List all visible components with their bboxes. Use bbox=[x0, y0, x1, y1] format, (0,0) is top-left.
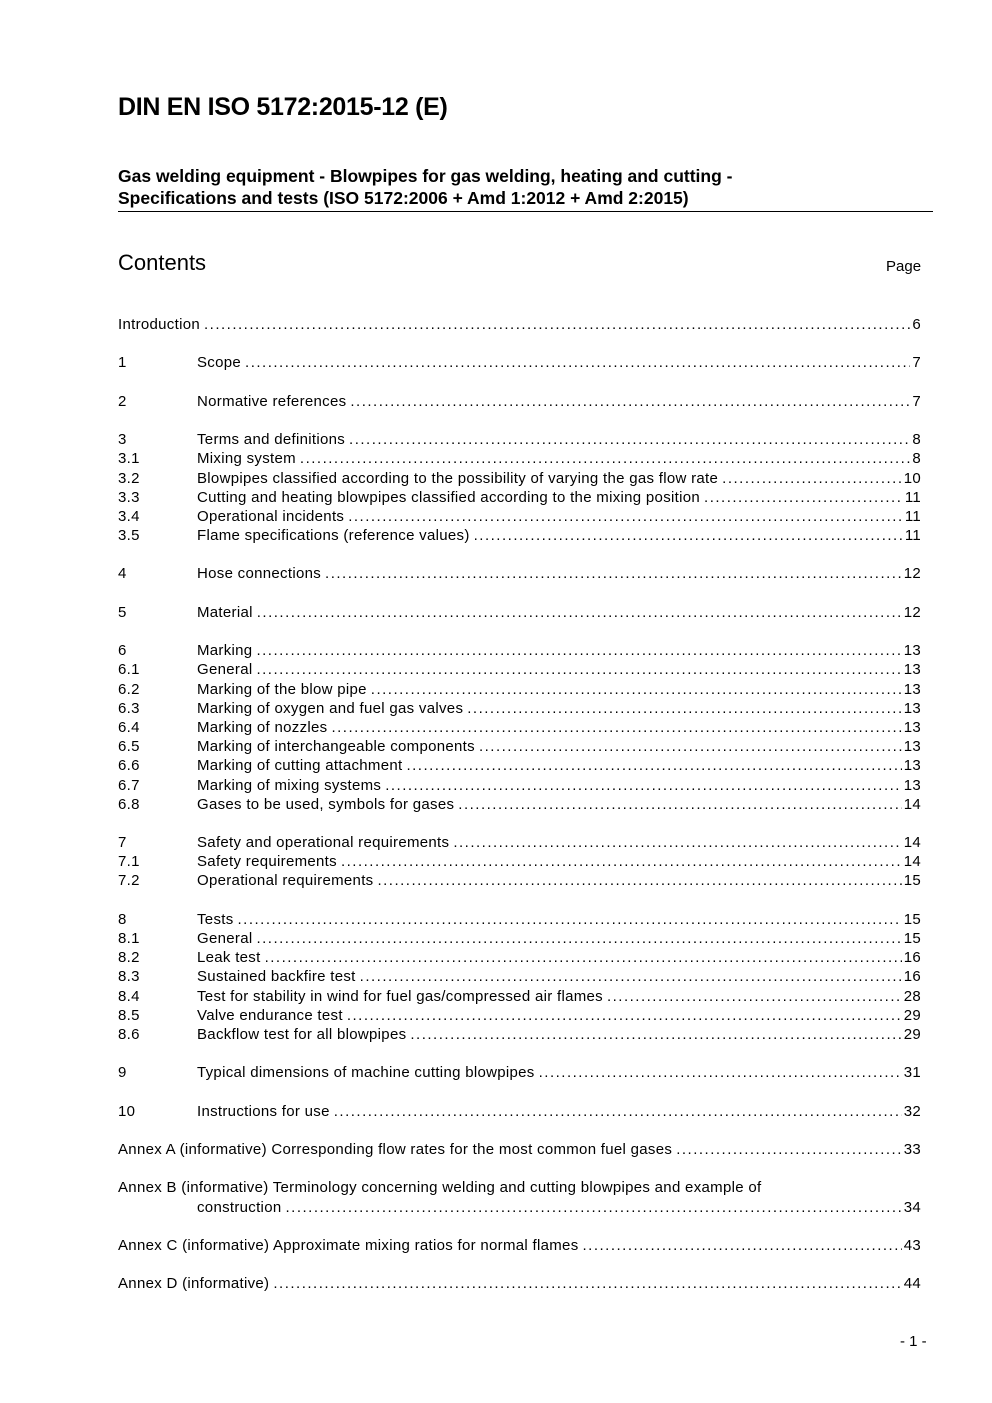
subtitle-line-2: Specifications and tests (ISO 5172:2006 + Amd 1:2012 + Amd 2:2015) bbox=[118, 188, 689, 208]
toc-entry-title: Annex C (informative) Approximate mixing ratios for normal flames bbox=[118, 1237, 579, 1254]
toc-entry[interactable] bbox=[118, 1236, 921, 1255]
toc-dot-leader bbox=[722, 469, 902, 488]
toc-dot-leader bbox=[300, 449, 910, 468]
toc-dot-leader bbox=[458, 795, 901, 814]
toc-entry[interactable] bbox=[118, 1063, 921, 1082]
toc-entry-number: 6.1 bbox=[118, 661, 140, 679]
toc-entry[interactable] bbox=[118, 564, 921, 583]
toc-entry[interactable] bbox=[118, 1178, 921, 1197]
toc-entry-page: 33 bbox=[903, 1141, 921, 1159]
toc-entry[interactable] bbox=[118, 1198, 921, 1217]
toc-entry-number: 10 bbox=[118, 1102, 136, 1120]
toc-entry[interactable] bbox=[118, 430, 921, 449]
toc-entry-page: 8 bbox=[912, 450, 921, 468]
toc-entry-number: 6.3 bbox=[118, 699, 140, 717]
toc-dot-leader bbox=[285, 1198, 901, 1217]
contents-heading: Contents bbox=[118, 250, 207, 275]
toc-entry-page: 14 bbox=[903, 853, 921, 871]
toc-entry-title: Blowpipes classified according to the possibility of varying the gas flow rate bbox=[197, 469, 719, 487]
toc-entry[interactable] bbox=[118, 315, 921, 334]
toc-entry-page: 14 bbox=[903, 834, 921, 852]
toc-entry-page: 28 bbox=[903, 987, 921, 1005]
toc-dot-leader bbox=[256, 641, 901, 660]
toc-entry-title: General bbox=[197, 661, 253, 679]
toc-entry[interactable] bbox=[118, 756, 921, 775]
toc-entry-title: Marking bbox=[197, 642, 253, 660]
toc-entry-title: Marking of the blow pipe bbox=[197, 680, 367, 698]
toc-entry-number: 9 bbox=[118, 1064, 127, 1082]
toc-entry-page: 7 bbox=[912, 392, 921, 410]
toc-entry-title: Safety and operational requirements bbox=[197, 834, 450, 852]
toc-entry-title: Flame specifications (reference values) bbox=[197, 527, 470, 545]
toc-entry-number: 8.5 bbox=[118, 1006, 140, 1024]
toc-dot-leader bbox=[348, 507, 903, 526]
toc-entry-number: 6.6 bbox=[118, 757, 140, 775]
toc-entry-page: 15 bbox=[903, 872, 921, 890]
toc-entry-number: 7.2 bbox=[118, 872, 140, 890]
toc-entry[interactable] bbox=[118, 699, 921, 718]
toc-entry[interactable] bbox=[118, 1274, 921, 1293]
toc-entry-page: 31 bbox=[903, 1064, 921, 1082]
toc-entry-page: 10 bbox=[903, 469, 921, 487]
toc-entry-title: Material bbox=[197, 603, 253, 621]
toc-entry[interactable] bbox=[118, 526, 921, 545]
toc-entry-title: Typical dimensions of machine cutting blowpipes bbox=[197, 1064, 535, 1082]
toc-entry[interactable] bbox=[118, 776, 921, 795]
toc-entry-page: 13 bbox=[903, 642, 921, 660]
toc-entry-title: Annex B (informative) Terminology concerning welding and cutting blowpipes and example of bbox=[118, 1179, 762, 1197]
toc-dot-leader bbox=[325, 564, 902, 583]
toc-entry-number: 8 bbox=[118, 910, 127, 928]
toc-entry-title: Operational requirements bbox=[197, 872, 374, 890]
toc-entry-number: 6.8 bbox=[118, 795, 140, 813]
toc-entry-page: 13 bbox=[903, 776, 921, 794]
toc-entry-page: 11 bbox=[904, 507, 921, 525]
toc-entry-number: 8.2 bbox=[118, 949, 140, 967]
toc-entry-title: Leak test bbox=[197, 949, 261, 967]
toc-entry-title: Marking of nozzles bbox=[197, 718, 328, 736]
toc-entry[interactable] bbox=[118, 1006, 921, 1025]
toc-entry[interactable] bbox=[118, 795, 921, 814]
toc-dot-leader bbox=[371, 680, 902, 699]
toc-entry[interactable] bbox=[118, 660, 921, 679]
toc-entry[interactable] bbox=[118, 967, 921, 986]
toc-entry[interactable] bbox=[118, 1140, 921, 1159]
toc-entry-number: 2 bbox=[118, 392, 127, 410]
toc-entry-title: Marking of interchangeable components bbox=[197, 738, 475, 756]
toc-entry[interactable] bbox=[118, 469, 921, 488]
toc-entry-title: Instructions for use bbox=[197, 1102, 330, 1120]
toc-dot-leader bbox=[676, 1140, 902, 1159]
toc-entry-page: 13 bbox=[903, 718, 921, 736]
toc-entry[interactable] bbox=[118, 680, 921, 699]
toc-entry-title: Marking of mixing systems bbox=[197, 776, 382, 794]
toc-entry[interactable] bbox=[118, 833, 921, 852]
toc-entry-page: 15 bbox=[903, 930, 921, 947]
toc-entry-title: General bbox=[197, 930, 253, 947]
toc-dot-leader bbox=[474, 526, 903, 545]
toc-entry-number: 6.4 bbox=[118, 718, 140, 736]
toc-entry[interactable] bbox=[118, 353, 921, 372]
toc-dot-leader bbox=[265, 948, 902, 967]
toc-entry-number: 4 bbox=[118, 565, 127, 583]
toc-entry-page: 44 bbox=[903, 1275, 921, 1293]
toc-entry-number: 3 bbox=[118, 431, 127, 449]
toc-entry-title: Sustained backfire test bbox=[197, 968, 356, 986]
document-subtitle bbox=[118, 165, 933, 212]
toc-entry-number: 3.3 bbox=[118, 488, 140, 506]
toc-entry-number: 6.5 bbox=[118, 738, 140, 756]
toc-dot-leader bbox=[583, 1236, 902, 1255]
toc-entry[interactable] bbox=[118, 871, 921, 890]
subtitle-line-1: Gas welding equipment - Blowpipes for gas welding, heating and cutting - bbox=[118, 166, 733, 186]
toc-entry[interactable] bbox=[118, 987, 921, 1006]
toc-entry[interactable] bbox=[118, 852, 921, 871]
toc-entry-page: 29 bbox=[903, 1025, 921, 1043]
toc-entry-page: 15 bbox=[903, 910, 921, 928]
toc-entry-page: 16 bbox=[903, 949, 921, 967]
toc-entry-number: 8.3 bbox=[118, 968, 140, 986]
toc-entry[interactable] bbox=[118, 641, 921, 660]
toc-entry-number: 3.1 bbox=[118, 450, 140, 468]
toc-dot-leader bbox=[349, 430, 910, 449]
document-title: DIN EN ISO 5172:2015-12 (E) bbox=[118, 93, 448, 121]
toc-entry-title: Gases to be used, symbols for gases bbox=[197, 795, 455, 813]
toc-dot-leader bbox=[406, 756, 901, 775]
toc-entry-number: 6 bbox=[118, 642, 127, 660]
toc-dot-leader bbox=[360, 967, 902, 986]
toc-dot-leader bbox=[350, 392, 910, 411]
toc-entry-title: Operational incidents bbox=[197, 507, 345, 525]
page-number-footer: - 1 - bbox=[900, 1333, 927, 1350]
toc-dot-leader bbox=[256, 929, 901, 948]
toc-dot-leader bbox=[204, 315, 910, 334]
toc-entry-number: 3.5 bbox=[118, 527, 140, 545]
toc-entry[interactable] bbox=[118, 392, 921, 411]
toc-entry-title: Terms and definitions bbox=[197, 431, 346, 449]
toc-entry-page: 13 bbox=[903, 738, 921, 756]
toc-entry-page: 11 bbox=[904, 488, 921, 506]
toc-entry-page: 34 bbox=[903, 1198, 921, 1216]
toc-entry-number: 7 bbox=[118, 834, 127, 852]
toc-entry[interactable] bbox=[118, 507, 921, 526]
toc-entry-title: Introduction bbox=[118, 316, 200, 333]
toc-dot-leader bbox=[257, 603, 902, 622]
toc-entry-page: 16 bbox=[903, 968, 921, 986]
toc-dot-leader bbox=[341, 852, 902, 871]
toc-entry-title: Marking of oxygen and fuel gas valves bbox=[197, 699, 464, 717]
toc-entry-number: 7.1 bbox=[118, 853, 140, 871]
toc-entry-page: 13 bbox=[903, 699, 921, 717]
toc-entry-title: Safety requirements bbox=[197, 853, 337, 871]
toc-dot-leader bbox=[347, 1006, 902, 1025]
toc-dot-leader bbox=[479, 737, 902, 756]
toc-entry-title: Hose connections bbox=[197, 565, 322, 583]
toc-entry-page: 13 bbox=[903, 661, 921, 679]
toc-entry-page: 29 bbox=[903, 1006, 921, 1024]
toc-entry-title: Tests bbox=[197, 910, 234, 928]
toc-dot-leader bbox=[245, 353, 910, 372]
toc-entry-page: 6 bbox=[912, 316, 921, 333]
toc-dot-leader bbox=[467, 699, 901, 718]
toc-entry-page: 12 bbox=[903, 565, 921, 583]
toc-dot-leader bbox=[377, 871, 901, 890]
toc-entry[interactable] bbox=[118, 910, 921, 929]
toc-entry[interactable] bbox=[118, 1102, 921, 1121]
toc-dot-leader bbox=[385, 776, 901, 795]
toc-entry-number: 6.2 bbox=[118, 680, 140, 698]
toc-entry-number: 3.2 bbox=[118, 469, 140, 487]
toc-dot-leader bbox=[704, 488, 903, 507]
toc-entry-number: 8.4 bbox=[118, 987, 140, 1005]
toc-dot-leader bbox=[607, 987, 902, 1006]
toc-entry-title: Annex A (informative) Corresponding flow rates for the most common fuel gases bbox=[118, 1141, 673, 1159]
toc-entry-number: 8.6 bbox=[118, 1025, 140, 1043]
page-column-label: Page bbox=[886, 258, 922, 275]
toc-dot-leader bbox=[273, 1274, 901, 1293]
toc-entry[interactable] bbox=[118, 718, 921, 737]
toc-entry-title: Backflow test for all blowpipes bbox=[197, 1025, 407, 1043]
toc-dot-leader bbox=[410, 1025, 901, 1044]
toc-entry-number: 6.7 bbox=[118, 776, 140, 794]
toc-dot-leader bbox=[238, 910, 902, 929]
toc-entry-page: 43 bbox=[903, 1237, 921, 1254]
table-of-contents bbox=[118, 315, 921, 1294]
toc-entry[interactable] bbox=[118, 488, 921, 507]
toc-entry-title: Scope bbox=[197, 354, 242, 372]
toc-entry-page: 12 bbox=[903, 603, 921, 621]
toc-entry-page: 13 bbox=[903, 680, 921, 698]
toc-entry-title: Valve endurance test bbox=[197, 1006, 343, 1024]
toc-entry-title: Marking of cutting attachment bbox=[197, 757, 403, 775]
toc-entry-title: Cutting and heating blowpipes classified according to the mixing position bbox=[197, 488, 701, 506]
toc-entry-page: 8 bbox=[912, 431, 921, 449]
toc-entry[interactable] bbox=[118, 603, 921, 622]
toc-dot-leader bbox=[334, 1102, 902, 1121]
toc-dot-leader bbox=[453, 833, 901, 852]
toc-entry-title: Test for stability in wind for fuel gas/compressed air flames bbox=[197, 987, 603, 1005]
toc-entry-title: Annex D (informative) bbox=[118, 1275, 270, 1293]
toc-entry[interactable] bbox=[118, 929, 921, 948]
toc-entry-page: 11 bbox=[904, 527, 921, 545]
toc-entry[interactable] bbox=[118, 449, 921, 468]
toc-dot-leader bbox=[331, 718, 901, 737]
toc-entry-page: 32 bbox=[903, 1102, 921, 1120]
toc-entry-page: 14 bbox=[903, 795, 921, 813]
toc-entry-number: 1 bbox=[118, 354, 127, 372]
toc-entry-page: 13 bbox=[903, 757, 921, 775]
toc-entry-number: 3.4 bbox=[118, 507, 140, 525]
toc-entry-page: 7 bbox=[912, 354, 921, 372]
toc-dot-leader bbox=[539, 1063, 902, 1082]
toc-entry-title: Normative references bbox=[197, 392, 347, 410]
toc-entry-number: 5 bbox=[118, 603, 127, 621]
toc-dot-leader bbox=[256, 660, 901, 679]
toc-entry[interactable] bbox=[118, 948, 921, 967]
toc-entry[interactable] bbox=[118, 737, 921, 756]
toc-entry-number: 8.1 bbox=[118, 930, 140, 947]
toc-entry-title: Mixing system bbox=[197, 450, 296, 468]
toc-entry-title: construction bbox=[197, 1198, 282, 1216]
toc-entry[interactable] bbox=[118, 1025, 921, 1044]
